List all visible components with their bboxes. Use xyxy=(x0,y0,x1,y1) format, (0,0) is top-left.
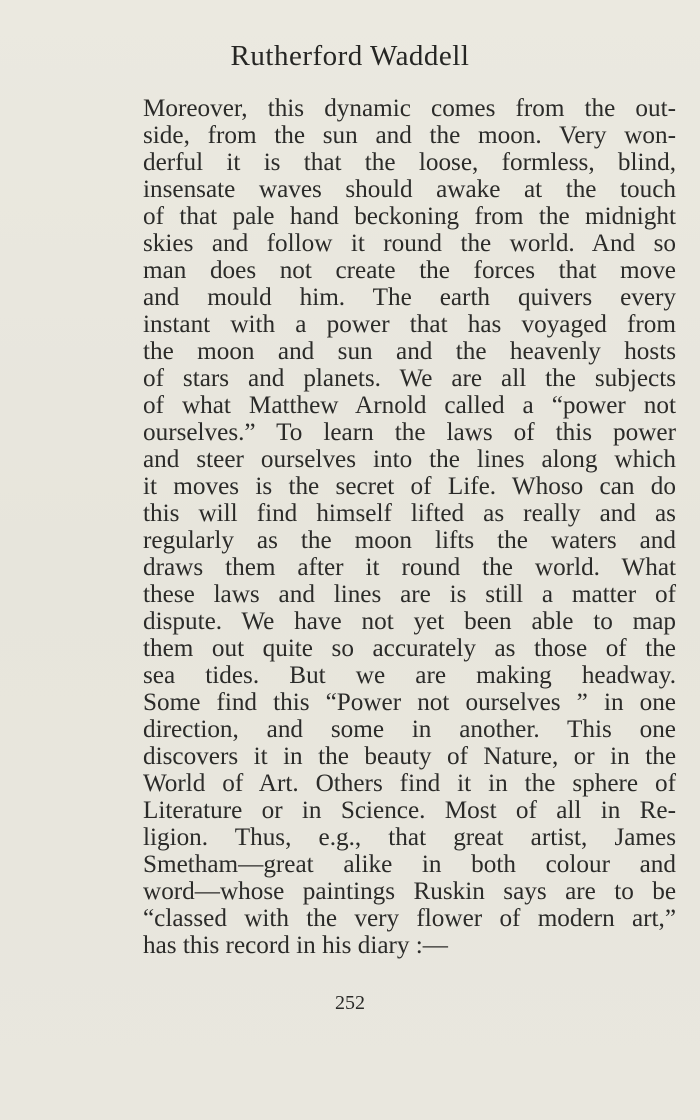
text-line: these laws and lines are is still a matter of xyxy=(143,581,676,608)
text-line: discovers it in the beauty of Nature, or in the xyxy=(143,743,676,770)
text-line: ligion. Thus, e.g., that great artist, James xyxy=(143,824,676,851)
text-line: Moreover, this dynamic comes from the out- xyxy=(143,95,676,122)
text-line: and mould him. The earth quivers every xyxy=(143,284,676,311)
text-line: direction, and some in another. This one xyxy=(143,716,676,743)
running-head: Rutherford Waddell xyxy=(230,40,470,72)
text-line: draws them after it round the world. What xyxy=(143,554,676,581)
text-line: of what Matthew Arnold called a “power not xyxy=(143,392,676,419)
text-line: and steer ourselves into the lines along which xyxy=(143,446,676,473)
text-line: them out quite so accurately as those of the xyxy=(143,635,676,662)
text-line-last: has this record in his diary :— xyxy=(143,932,448,959)
text-line: insensate waves should awake at the touch xyxy=(143,176,676,203)
text-line: word—whose paintings Ruskin says are to be xyxy=(143,878,676,905)
text-line: of stars and planets. We are all the subjects xyxy=(143,365,676,392)
text-line: Some find this “Power not ourselves ” in one xyxy=(143,689,676,716)
text-line: regularly as the moon lifts the waters and xyxy=(143,527,676,554)
text-line: Literature or in Science. Most of all in Re- xyxy=(143,797,676,824)
text-line: Smetham—great alike in both colour and xyxy=(143,851,676,878)
page-number: 252 xyxy=(335,992,365,1014)
text-line: dispute. We have not yet been able to map xyxy=(143,608,676,635)
text-line: World of Art. Others find it in the sphere of xyxy=(143,770,676,797)
text-line: side, from the sun and the moon. Very won- xyxy=(143,122,676,149)
text-line: this will find himself lifted as really and as xyxy=(143,500,676,527)
text-line: the moon and sun and the heavenly hosts xyxy=(143,338,676,365)
text-line: man does not create the forces that move xyxy=(143,257,676,284)
text-line: it moves is the secret of Life. Whoso can do xyxy=(143,473,676,500)
text-line: skies and follow it round the world. And so xyxy=(143,230,676,257)
text-line: instant with a power that has voyaged from xyxy=(143,311,676,338)
text-line: “classed with the very flower of modern art,” xyxy=(143,905,676,932)
text-line: derful it is that the loose, formless, blind, xyxy=(143,149,676,176)
text-line: of that pale hand beckoning from the midnight xyxy=(143,203,676,230)
text-line: ourselves.” To learn the laws of this power xyxy=(143,419,676,446)
text-line: sea tides. But we are making headway. xyxy=(143,662,676,689)
body-text xyxy=(143,95,676,959)
